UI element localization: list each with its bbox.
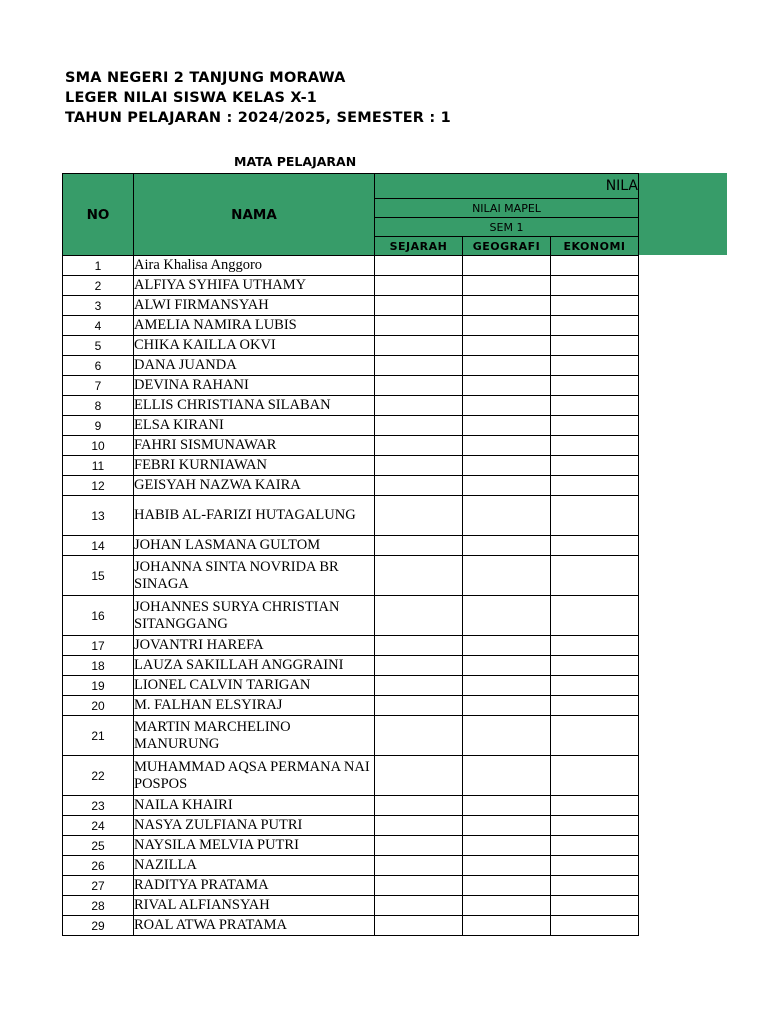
subject-header-ekonomi: EKONOMI [551, 237, 639, 256]
table-row [63, 596, 639, 636]
grade-cell-ekonomi[interactable] [551, 416, 639, 436]
grade-cell-sejarah[interactable] [375, 796, 463, 816]
nilai-mapel-header: NILAI MAPEL [375, 199, 639, 218]
grade-cell-geografi[interactable] [463, 356, 551, 376]
student-name: LAUZA SAKILLAH ANGGRAINI [134, 656, 375, 676]
grade-cell-sejarah[interactable] [375, 896, 463, 916]
row-number: 19 [63, 676, 134, 696]
grade-cell-geografi[interactable] [463, 876, 551, 896]
grade-cell-ekonomi[interactable] [551, 856, 639, 876]
grade-cell-ekonomi[interactable] [551, 536, 639, 556]
student-name: ALWI FIRMANSYAH [134, 296, 375, 316]
grade-cell-geografi[interactable] [463, 916, 551, 936]
student-name: NAYSILA MELVIA PUTRI [134, 836, 375, 856]
grade-cell-ekonomi[interactable] [551, 916, 639, 936]
grade-cell-geografi[interactable] [463, 496, 551, 536]
grade-cell-sejarah[interactable] [375, 836, 463, 856]
grade-cell-sejarah[interactable] [375, 876, 463, 896]
student-name: FAHRI SISMUNAWAR [134, 436, 375, 456]
student-name: HABIB AL-FARIZI HUTAGALUNG [134, 496, 375, 536]
grade-cell-geografi[interactable] [463, 316, 551, 336]
grade-cell-geografi[interactable] [463, 656, 551, 676]
row-number: 6 [63, 356, 134, 376]
grade-cell-ekonomi[interactable] [551, 436, 639, 456]
grade-cell-sejarah[interactable] [375, 716, 463, 756]
table-row [63, 276, 639, 296]
row-number: 23 [63, 796, 134, 816]
grade-cell-geografi[interactable] [463, 676, 551, 696]
student-name: JOHANNA SINTA NOVRIDA BR SINAGA [134, 556, 375, 596]
table-row [63, 696, 639, 716]
table-header [63, 174, 639, 256]
row-number: 4 [63, 316, 134, 336]
row-number: 15 [63, 556, 134, 596]
semester-header: SEM 1 [375, 218, 639, 237]
row-number: 13 [63, 496, 134, 536]
row-number: 14 [63, 536, 134, 556]
col-nama-header: NAMA [134, 174, 375, 256]
row-number: 26 [63, 856, 134, 876]
document-title: LEGER NILAI SISWA KELAS X-1 [65, 90, 318, 106]
grade-cell-ekonomi[interactable] [551, 296, 639, 316]
grade-cell-ekonomi[interactable] [551, 716, 639, 756]
table-row [63, 796, 639, 816]
grade-table [62, 173, 639, 936]
mata-pelajaran-label: MATA PELAJARAN [234, 154, 357, 169]
grade-cell-sejarah[interactable] [375, 596, 463, 636]
grade-cell-geografi[interactable] [463, 896, 551, 916]
grade-cell-sejarah[interactable] [375, 816, 463, 836]
grade-cell-ekonomi[interactable] [551, 636, 639, 656]
table-row [63, 556, 639, 596]
grade-cell-geografi[interactable] [463, 276, 551, 296]
grade-cell-sejarah[interactable] [375, 396, 463, 416]
student-name: Aira Khalisa Anggoro [134, 256, 375, 276]
student-name: ELLIS CHRISTIANA SILABAN [134, 396, 375, 416]
table-row [63, 396, 639, 416]
student-name: AMELIA NAMIRA LUBIS [134, 316, 375, 336]
grade-cell-ekonomi[interactable] [551, 656, 639, 676]
grade-cell-ekonomi[interactable] [551, 456, 639, 476]
student-name: FEBRI KURNIAWAN [134, 456, 375, 476]
student-name: CHIKA KAILLA OKVI [134, 336, 375, 356]
grade-cell-sejarah[interactable] [375, 676, 463, 696]
grade-cell-geografi[interactable] [463, 296, 551, 316]
table-row [63, 456, 639, 476]
grade-cell-geografi[interactable] [463, 796, 551, 816]
grade-cell-ekonomi[interactable] [551, 336, 639, 356]
grade-cell-sejarah[interactable] [375, 296, 463, 316]
grade-cell-geografi[interactable] [463, 856, 551, 876]
student-name: NAZILLA [134, 856, 375, 876]
table-row [63, 676, 639, 696]
grade-cell-ekonomi[interactable] [551, 816, 639, 836]
table-row [63, 896, 639, 916]
row-number: 17 [63, 636, 134, 656]
grade-cell-geografi[interactable] [463, 636, 551, 656]
grade-cell-ekonomi[interactable] [551, 596, 639, 636]
col-no-header: NO [63, 174, 134, 256]
grade-cell-sejarah[interactable] [375, 556, 463, 596]
row-number: 11 [63, 456, 134, 476]
row-number: 2 [63, 276, 134, 296]
student-name: JOHANNES SURYA CHRISTIAN SITANGGANG [134, 596, 375, 636]
student-name: RIVAL ALFIANSYAH [134, 896, 375, 916]
row-number: 12 [63, 476, 134, 496]
nilai-group-header: NILA [375, 174, 639, 199]
grade-cell-geografi[interactable] [463, 836, 551, 856]
table-row [63, 656, 639, 676]
student-name: DANA JUANDA [134, 356, 375, 376]
row-number: 24 [63, 816, 134, 836]
table-row [63, 416, 639, 436]
table-row [63, 536, 639, 556]
student-name: NASYA ZULFIANA PUTRI [134, 816, 375, 836]
grade-cell-sejarah[interactable] [375, 476, 463, 496]
student-name: NAILA KHAIRI [134, 796, 375, 816]
grade-cell-sejarah[interactable] [375, 316, 463, 336]
grade-cell-geografi[interactable] [463, 396, 551, 416]
grade-cell-sejarah[interactable] [375, 376, 463, 396]
table-row [63, 476, 639, 496]
row-number: 25 [63, 836, 134, 856]
table-row [63, 836, 639, 856]
grade-cell-geografi[interactable] [463, 336, 551, 356]
row-number: 1 [63, 256, 134, 276]
student-name: LIONEL CALVIN TARIGAN [134, 676, 375, 696]
grade-cell-geografi[interactable] [463, 256, 551, 276]
row-number: 5 [63, 336, 134, 356]
student-name: M. FALHAN ELSYIRAJ [134, 696, 375, 716]
student-name: RADITYA PRATAMA [134, 876, 375, 896]
grade-cell-ekonomi[interactable] [551, 896, 639, 916]
grade-cell-ekonomi[interactable] [551, 556, 639, 596]
table-row [63, 376, 639, 396]
student-name: DEVINA RAHANI [134, 376, 375, 396]
row-number: 18 [63, 656, 134, 676]
row-number: 21 [63, 716, 134, 756]
grade-cell-geografi[interactable] [463, 536, 551, 556]
table-row [63, 716, 639, 756]
grade-cell-ekonomi[interactable] [551, 276, 639, 296]
table-row [63, 496, 639, 536]
grade-cell-geografi[interactable] [463, 376, 551, 396]
grade-cell-sejarah[interactable] [375, 416, 463, 436]
table-row [63, 436, 639, 456]
table-row [63, 816, 639, 836]
table-row [63, 876, 639, 896]
grade-cell-geografi[interactable] [463, 556, 551, 596]
academic-year: TAHUN PELAJARAN : 2024/2025, SEMESTER : 1 [65, 110, 451, 126]
grade-cell-geografi[interactable] [463, 816, 551, 836]
student-name: ALFIYA SYHIFA UTHAMY [134, 276, 375, 296]
grade-cell-sejarah[interactable] [375, 536, 463, 556]
grade-cell-sejarah[interactable] [375, 436, 463, 456]
grade-cell-geografi[interactable] [463, 456, 551, 476]
row-number: 16 [63, 596, 134, 636]
grade-cell-ekonomi[interactable] [551, 676, 639, 696]
student-name: MARTIN MARCHELINO MANURUNG [134, 716, 375, 756]
table-row [63, 636, 639, 656]
row-number: 3 [63, 296, 134, 316]
table-body [63, 256, 639, 936]
table-row [63, 336, 639, 356]
grade-cell-ekonomi[interactable] [551, 756, 639, 796]
grade-cell-sejarah[interactable] [375, 336, 463, 356]
student-name: JOVANTRI HAREFA [134, 636, 375, 656]
grade-cell-ekonomi[interactable] [551, 316, 639, 336]
grade-cell-ekonomi[interactable] [551, 396, 639, 416]
grade-cell-ekonomi[interactable] [551, 496, 639, 536]
table-row [63, 316, 639, 336]
table-row [63, 916, 639, 936]
table-row [63, 256, 639, 276]
grade-cell-geografi[interactable] [463, 416, 551, 436]
school-name: SMA NEGERI 2 TANJUNG MORAWA [65, 70, 346, 86]
row-number: 10 [63, 436, 134, 456]
subject-header-sejarah: SEJARAH [375, 237, 463, 256]
table-row [63, 356, 639, 376]
grade-cell-sejarah[interactable] [375, 756, 463, 796]
student-name: ROAL ATWA PRATAMA [134, 916, 375, 936]
grade-cell-geografi[interactable] [463, 696, 551, 716]
grade-cell-ekonomi[interactable] [551, 356, 639, 376]
grade-cell-sejarah[interactable] [375, 856, 463, 876]
grade-cell-sejarah[interactable] [375, 656, 463, 676]
table-row [63, 296, 639, 316]
grade-cell-sejarah[interactable] [375, 256, 463, 276]
row-number: 22 [63, 756, 134, 796]
grade-cell-ekonomi[interactable] [551, 796, 639, 816]
row-number: 8 [63, 396, 134, 416]
student-name: ELSA KIRANI [134, 416, 375, 436]
grade-cell-sejarah[interactable] [375, 356, 463, 376]
table-row [63, 856, 639, 876]
grade-cell-ekonomi[interactable] [551, 476, 639, 496]
row-number: 9 [63, 416, 134, 436]
grade-cell-ekonomi[interactable] [551, 376, 639, 396]
table-row [63, 756, 639, 796]
subject-header-geografi: GEOGRAFI [463, 237, 551, 256]
grade-cell-sejarah[interactable] [375, 696, 463, 716]
grade-cell-geografi[interactable] [463, 756, 551, 796]
grade-cell-sejarah[interactable] [375, 636, 463, 656]
grade-cell-geografi[interactable] [463, 596, 551, 636]
row-number: 7 [63, 376, 134, 396]
row-number: 20 [63, 696, 134, 716]
row-number: 27 [63, 876, 134, 896]
row-number: 28 [63, 896, 134, 916]
grade-cell-geografi[interactable] [463, 716, 551, 756]
row-number: 29 [63, 916, 134, 936]
grade-cell-geografi[interactable] [463, 436, 551, 456]
grade-cell-ekonomi[interactable] [551, 256, 639, 276]
grade-cell-ekonomi[interactable] [551, 836, 639, 856]
grade-cell-sejarah[interactable] [375, 276, 463, 296]
grade-cell-sejarah[interactable] [375, 456, 463, 476]
student-name: JOHAN LASMANA GULTOM [134, 536, 375, 556]
student-name: MUHAMMAD AQSA PERMANA NAI POSPOS [134, 756, 375, 796]
header-fill-extension [638, 173, 727, 255]
student-name: GEISYAH NAZWA KAIRA [134, 476, 375, 496]
grade-cell-ekonomi[interactable] [551, 696, 639, 716]
grade-cell-ekonomi[interactable] [551, 876, 639, 896]
grade-cell-sejarah[interactable] [375, 496, 463, 536]
grade-cell-sejarah[interactable] [375, 916, 463, 936]
grade-cell-geografi[interactable] [463, 476, 551, 496]
